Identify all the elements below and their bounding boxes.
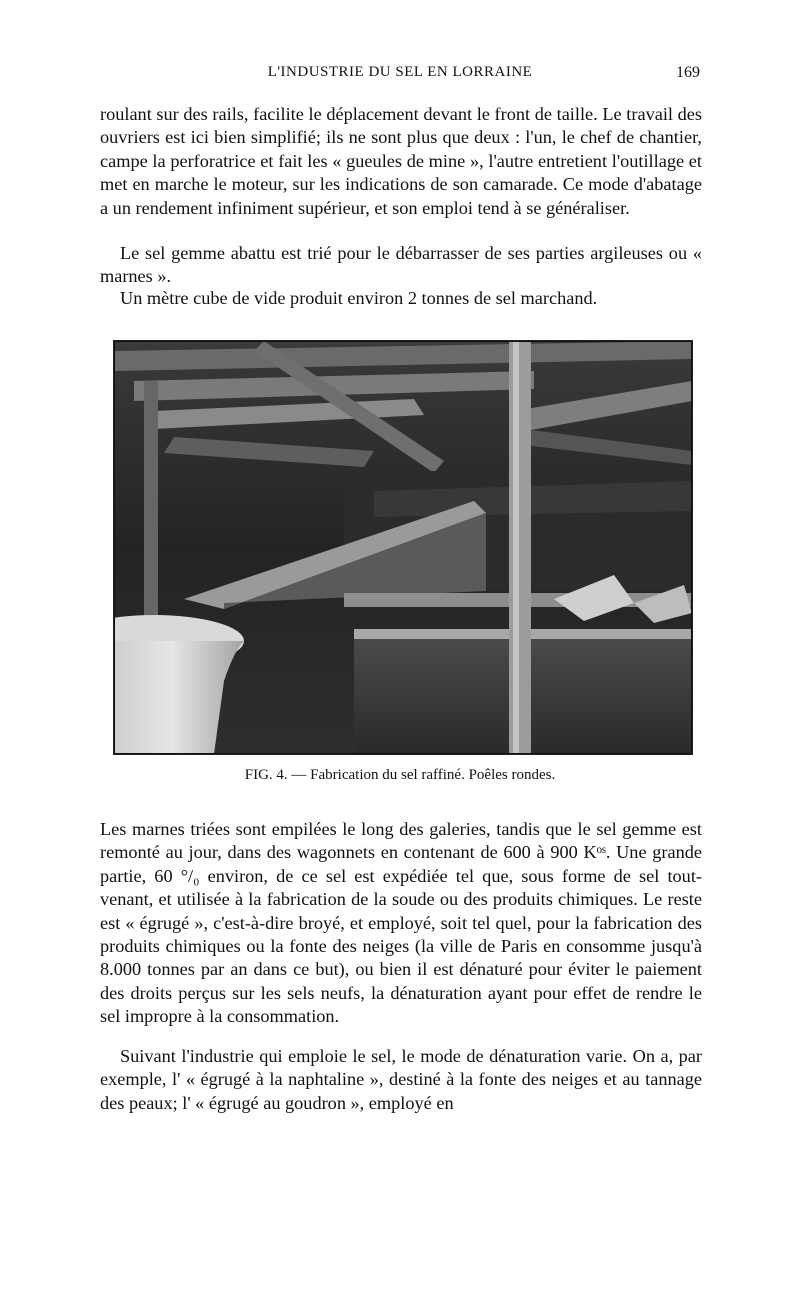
paragraph-marls: Les marnes triées sont empilées le long des galeries, tandis que le sel gemme est remonté au jour, dans des wagonnets en contenant de 600 à 900 Kᵒˢ. Une grande partie, 60 °/₀ environ, de ce sel est expédiée tel que, sous forme de sel tout-venant, et utilisée à la fabrication de la soude ou des produits chimiques. Le reste est « égrugé », c'est-à-dire broyé, et employé, soit tel quel, pour la fabrication des produits chimiques ou la fonte des neiges (la ville de Paris en consomme jusqu'à 8.000 tonnes par an dans ce but), ou bien il est dénaturé pour éviter le paiement des droits perçus sur les sels neufs, la dénaturation ayant pour effet de rendre le sel impropre à la consommation. [100,819,702,1027]
figure-caption: FIG. 4. — Fabrication du sel raffiné. Poêles rondes. [244,767,556,783]
page-header [100,64,700,88]
paragraph-drilling: roulant sur des rails, facilite le déplacement devant le front de taille. Le travail des ouvriers est ici bien simplifié; ils ne sont plus que deux : l'un, le chef de chantier, campe la perforatrice et fait les « gueules de mine », l'autre entretient l'outillage et met en marche le moteur, sur les indications de son camarade. Ce mode d'abatage a un rendement infiniment supérieur, et son emploi tend à se généraliser. [100,104,702,218]
page-number: 169 [676,64,700,81]
paragraph-yield: Un mètre cube de vide produit environ 2 tonnes de sel marchand. [120,288,598,308]
paragraph-denaturation: Suivant l'industrie qui emploie le sel, le mode de dénaturation varie. On a, par exemple, l' « égrugé à la naphtaline », destiné à la fonte des neiges et au tannage des peaux; l' « égrugé au goudron », employé en [100,1046,702,1113]
figure-photograph [113,340,693,755]
paragraph-sorting: Le sel gemme abattu est trié pour le débarrasser de ses parties argileuses ou « marnes ». [100,243,702,287]
running-title: L'INDUSTRIE DU SEL EN LORRAINE [267,64,533,80]
